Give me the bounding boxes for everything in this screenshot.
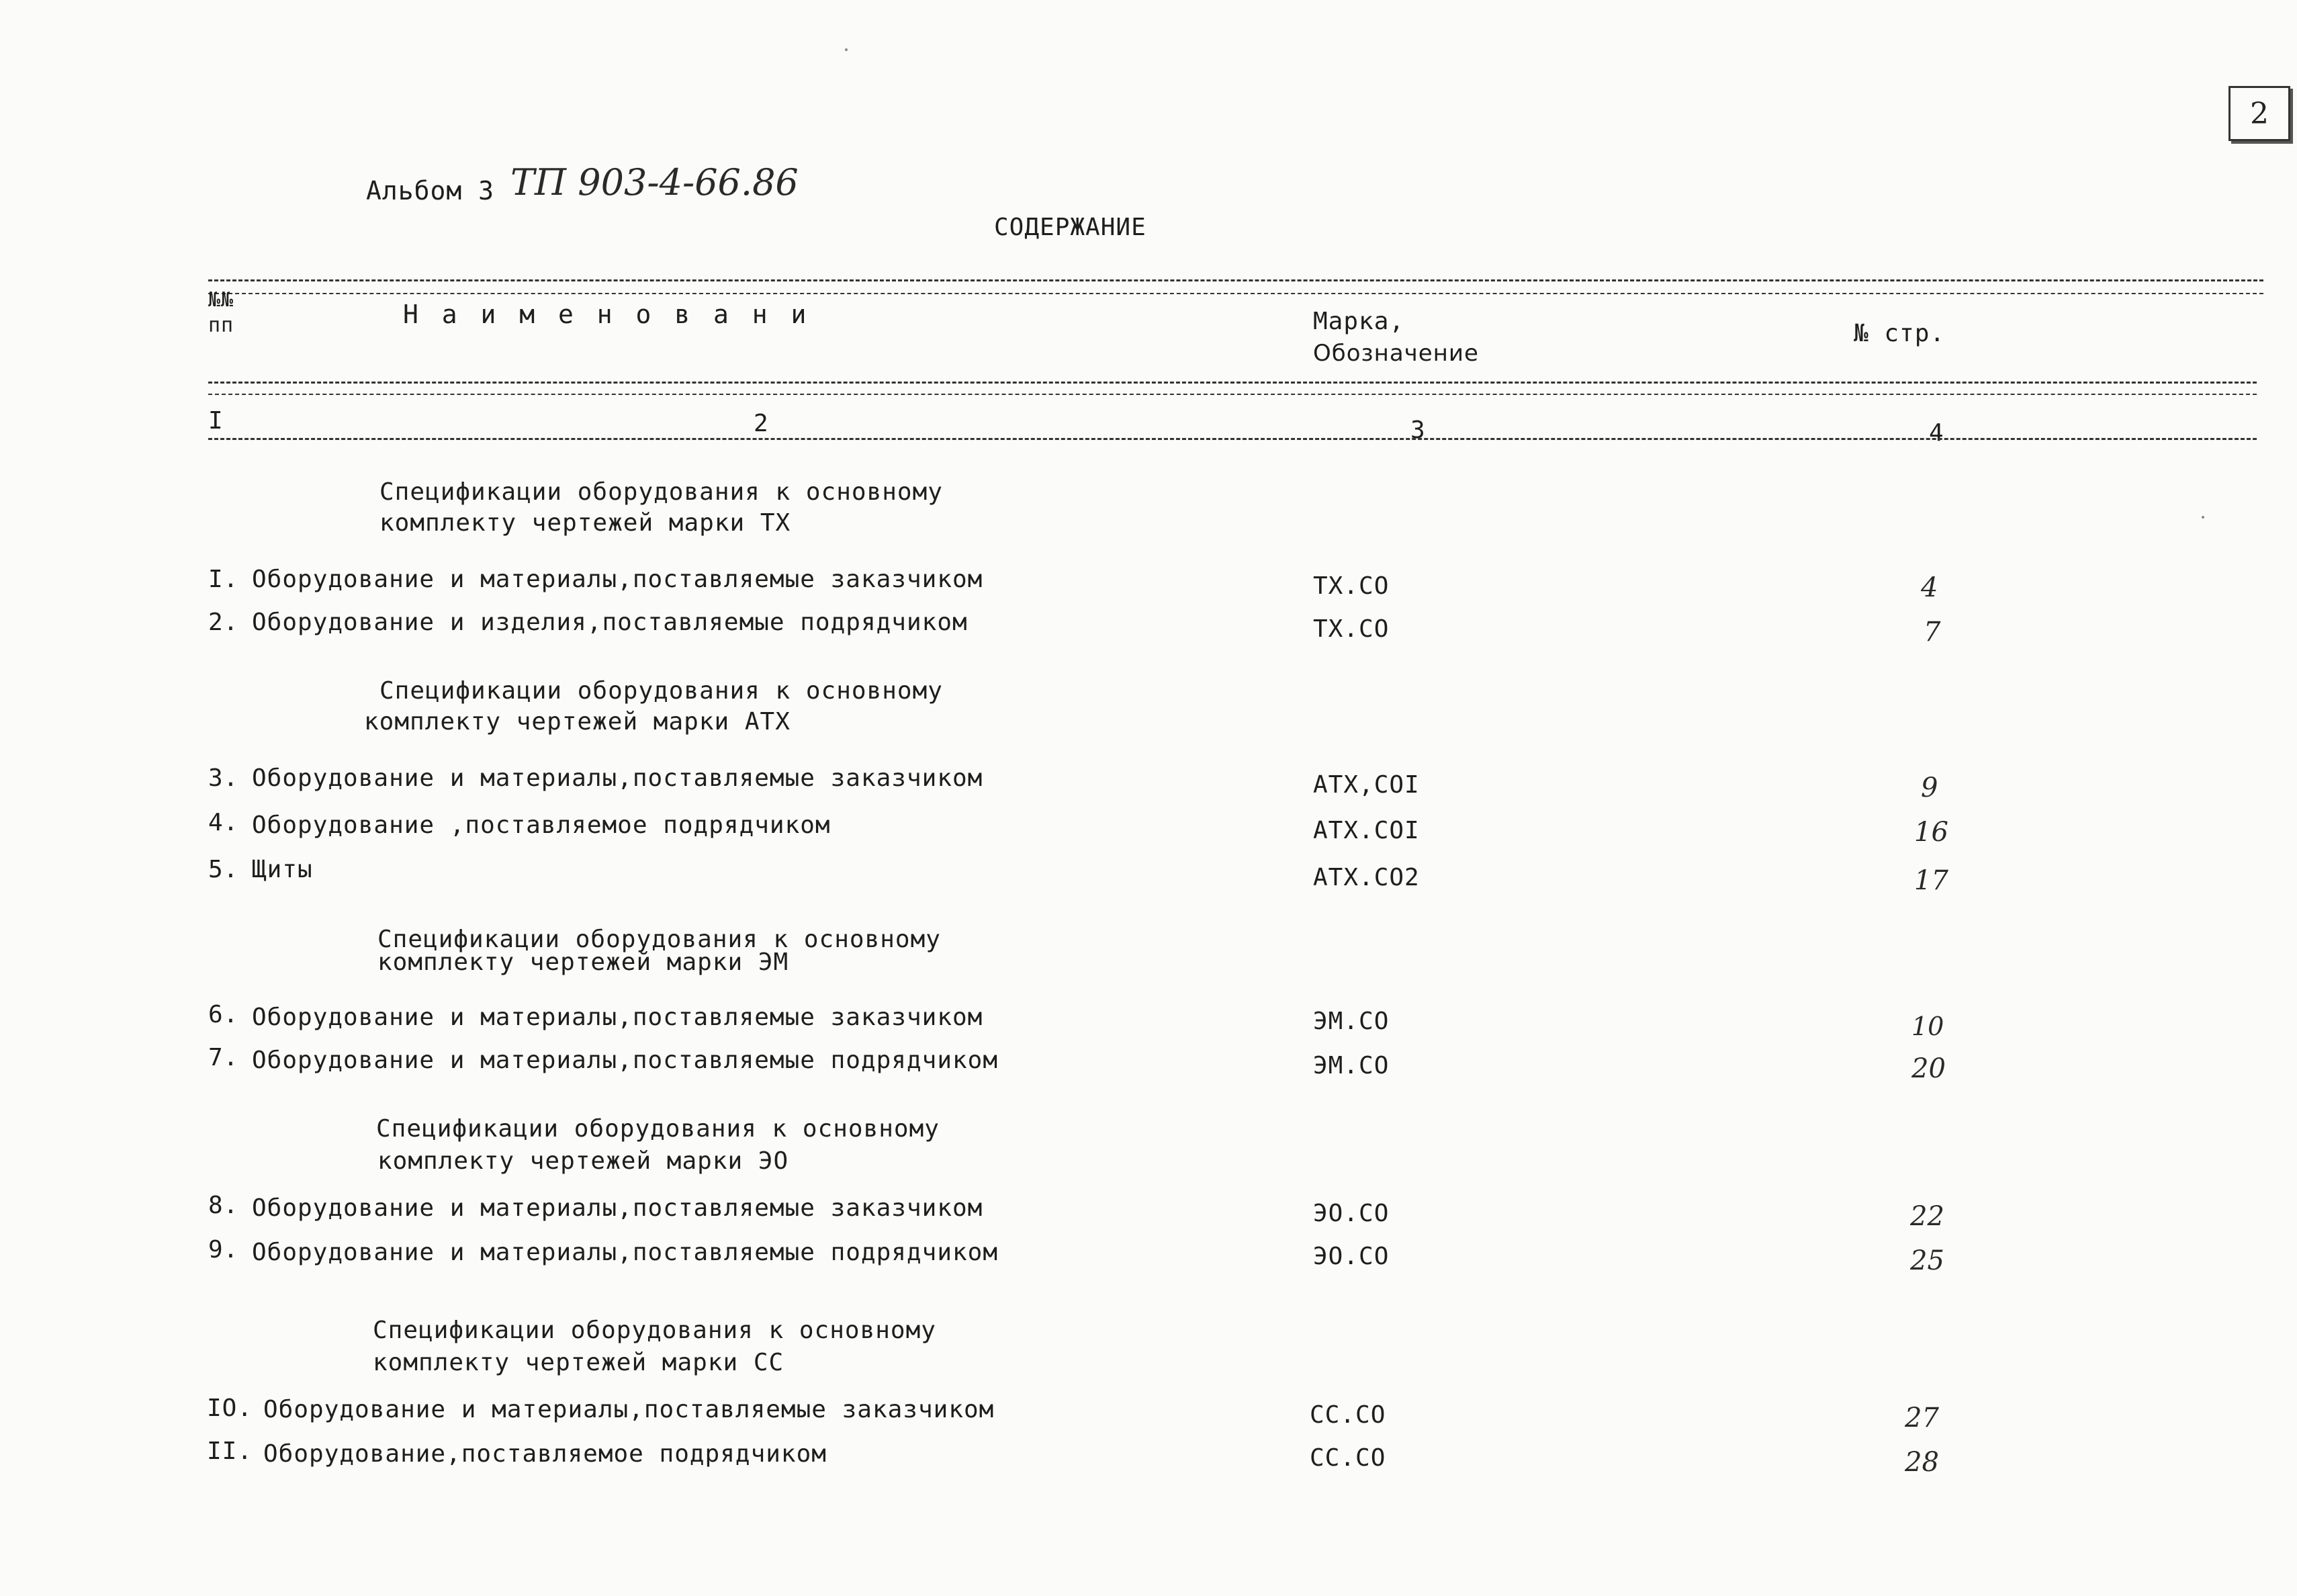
row-number: 6. <box>208 1001 239 1028</box>
row-number: 5. <box>208 856 239 883</box>
row-number: 7. <box>208 1044 239 1071</box>
section-heading: комплекту чертежей марки АТХ <box>364 708 791 736</box>
row-name: Оборудование,поставляемое подрядчиком <box>263 1440 827 1468</box>
header-bottom-rule <box>208 382 2257 384</box>
row-mark: СС.СО <box>1310 1444 1386 1472</box>
row-mark: ЭО.СО <box>1313 1243 1390 1270</box>
row-mark: АТХ.СО2 <box>1313 864 1420 891</box>
section-heading: комплекту чертежей марки ЭО <box>377 1147 789 1175</box>
row-page: 17 <box>1914 865 1948 896</box>
row-mark: СС.СО <box>1310 1401 1386 1429</box>
row-name: Оборудование и материалы,поставляемые заказчиком <box>252 764 983 792</box>
page-number-box: 2 <box>2228 86 2290 141</box>
row-number: I. <box>208 566 239 593</box>
row-page: 27 <box>1905 1403 1939 1433</box>
row-page: 10 <box>1911 1012 1944 1041</box>
row-number: II. <box>207 1437 253 1465</box>
header-page: № стр. <box>1854 320 1946 347</box>
row-name: Щиты <box>252 856 313 883</box>
header-mark-line1: Марка, <box>1313 308 1405 335</box>
section-heading: Спецификации оборудования к основному <box>373 1317 936 1344</box>
row-page: 25 <box>1910 1245 1944 1276</box>
row-name: Оборудование и материалы,поставляемые заказчиком <box>252 566 983 593</box>
section-heading: комплекту чертежей марки СС <box>373 1349 784 1376</box>
header-name: Н а и м е н о в а н и <box>403 300 811 329</box>
scan-speck <box>2202 516 2204 519</box>
row-number: IO. <box>207 1394 253 1422</box>
row-number: 8. <box>208 1192 239 1219</box>
header-mark-line2: Обозначение <box>1313 340 1479 367</box>
row-name: Оборудование и материалы,поставляемые заказчиком <box>252 1004 983 1031</box>
row-number: 3. <box>208 764 239 792</box>
row-name: Оборудование и материалы,поставляемые заказчиком <box>263 1396 995 1423</box>
col-number-3: 3 <box>1410 416 1426 444</box>
scan-speck <box>845 48 848 51</box>
col-number-2: 2 <box>754 410 769 437</box>
row-mark: ЭО.СО <box>1313 1200 1390 1227</box>
row-mark: ТХ.СО <box>1313 615 1390 643</box>
row-mark: ТХ.СО <box>1313 572 1390 600</box>
row-mark: ЭМ.СО <box>1313 1052 1390 1079</box>
header-num: №№ пп <box>208 288 234 337</box>
row-name: Оборудование и материалы,поставляемые заказчиком <box>252 1194 983 1222</box>
row-name: Оборудование и изделия,поставляемые подрядчиком <box>252 609 968 636</box>
album-label: Альбом 3 <box>366 176 495 206</box>
row-mark: АТХ.СОI <box>1313 817 1420 844</box>
section-heading: Спецификации оборудования к основному <box>376 1115 940 1143</box>
section-heading: Спецификации оборудования к основному <box>379 677 943 705</box>
row-name: Оборудование и материалы,поставляемые подрядчиком <box>252 1047 999 1074</box>
row-page: 28 <box>1905 1447 1939 1478</box>
row-page: 16 <box>1914 817 1948 848</box>
row-number: 9. <box>208 1236 239 1264</box>
row-name: Оборудование и материалы,поставляемые подрядчиком <box>252 1239 999 1266</box>
row-page: 9 <box>1921 772 1938 803</box>
row-mark: ЭМ.СО <box>1313 1008 1390 1035</box>
section-heading: Спецификации оборудования к основному <box>379 478 943 506</box>
section-heading: комплекту чертежей марки ЭМ <box>377 948 789 976</box>
section-heading: комплекту чертежей марки ТХ <box>379 509 791 537</box>
section-heading: Спецификации оборудования к основному <box>377 926 941 953</box>
document-title: СОДЕРЖАНИЕ <box>994 214 1146 241</box>
album-code: ТП 903-4-66.86 <box>510 161 799 204</box>
row-number: 4. <box>208 809 239 836</box>
header-top-rule-2 <box>208 293 2263 294</box>
row-page: 20 <box>1911 1053 1946 1084</box>
row-page: 7 <box>1924 617 1941 648</box>
row-mark: АТХ,СОI <box>1313 771 1420 799</box>
header-bottom-rule-2 <box>208 394 2257 395</box>
col-number-rule <box>208 438 2257 440</box>
header-top-rule <box>208 279 2263 281</box>
row-page: 4 <box>1921 572 1938 603</box>
col-number-4: 4 <box>1929 419 1944 447</box>
row-name: Оборудование ,поставляемое подрядчиком <box>252 811 831 839</box>
row-page: 22 <box>1910 1201 1944 1232</box>
col-number-1: I <box>208 407 224 435</box>
row-number: 2. <box>208 609 239 636</box>
